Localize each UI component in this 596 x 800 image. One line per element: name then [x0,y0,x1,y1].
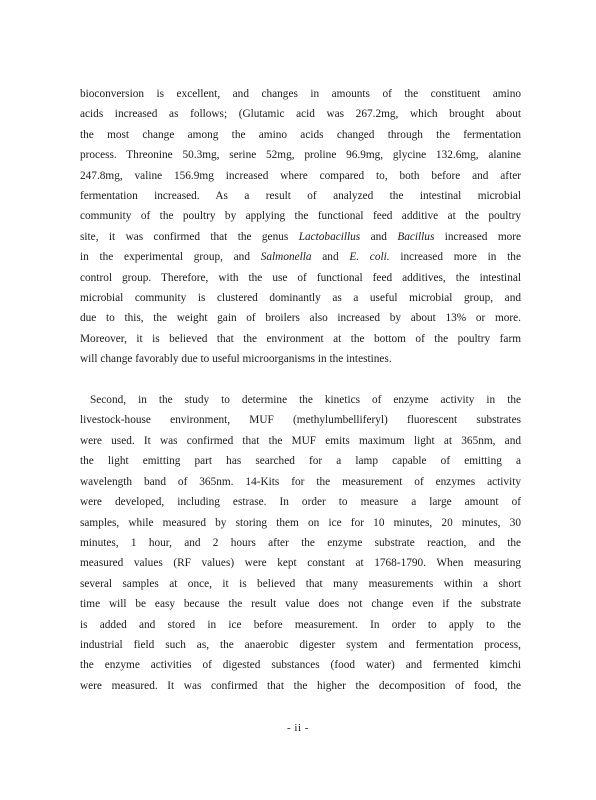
paragraph-2 [80,390,521,696]
text-line: is added and stored in ice before measurement. In order to apply to the [80,618,521,631]
text-line: measured values (RF values) were kept constant at 1768-1790. When measuring [80,557,521,570]
text-line: several samples at once, it is believed that many measurements within a short [80,577,521,590]
species-name: E. coli. [349,251,390,264]
text-line: process. Threonine 50.3mg, serine 52mg, proline 96.9mg, glycine 132.6mg, alanine [80,149,521,162]
text-line: due to this, the weight gain of broilers also increased by about 13% or more. [80,312,521,325]
text-line: minutes, 1 hour, and 2 hours after the enzyme substrate reaction, and the [80,536,521,549]
text-line: the most change among the amino acids changed through the fermentation [80,128,521,141]
text-line: livestock-house environment, MUF (methylumbelliferyl) fluorescent substrates [80,414,521,427]
text-line: control group. Therefore, with the use of functional feed additives, the intestinal [80,271,521,284]
text-segment: and [322,251,339,264]
text-segment: site, it was confirmed that the genus [80,230,289,243]
text-line: Moreover, it is believed that the environment at the bottom of the poultry farm [80,332,521,345]
text-line [80,227,521,247]
genus-name: Lactobacillus [298,230,361,243]
text-line: 247.8mg, valine 156.9mg increased where compared to, both before and after [80,169,521,182]
text-line: Second, in the study to determine the kinetics of enzyme activity in the [90,394,521,407]
text-line: acids increased as follows; (Glutamic acid was 267.2mg, which brought about [80,108,521,121]
genus-name: Salmonella [260,251,312,264]
text-line: were developed, including estrase. In order to measure a large amount of [80,496,521,509]
text-line: time will be easy because the result value does not change even if the substrate [80,598,521,611]
text-segment: in the experimental group, and [80,251,250,264]
text-segment: increased more in the [400,251,521,264]
text-line: bioconversion is excellent, and changes in amounts of the constituent amino [80,88,521,100]
text-line: samples, while measured by storing them on ice for 10 minutes, 20 minutes, 30 [80,516,521,529]
text-line: were measured. It was confirmed that the higher the decomposition of food, the [80,679,521,692]
text-line: will change favorably due to useful microorganisms in the intestines. [80,353,392,366]
text-line: the light emitting part has searched for a lamp capable of emitting a [80,455,521,468]
text-line: fermentation increased. As a result of analyzed the intestinal microbial [80,190,521,203]
text-segment: and [370,230,387,243]
text-line: microbial community is clustered dominantly as a useful microbial group, and [80,292,521,305]
body-text [80,84,521,696]
text-line: community of the poultry by applying the functional feed additive at the poultry [80,210,521,223]
text-line: were used. It was confirmed that the MUF emits maximum light at 365nm, and [80,434,521,447]
text-segment: increased more [444,230,522,243]
genus-name: Bacillus [397,230,435,243]
text-line: the enzyme activities of digested substances (food water) and fermented kimchi [80,659,521,672]
text-line: industrial field such as, the anaerobic digester system and fermentation process, [80,638,521,651]
text-line [80,247,521,267]
page-number: - ii - [287,722,309,734]
paragraph-1 [80,84,521,370]
text-line: wavelength band of 365nm. 14-Kits for the measurement of enzymes activity [80,475,521,488]
